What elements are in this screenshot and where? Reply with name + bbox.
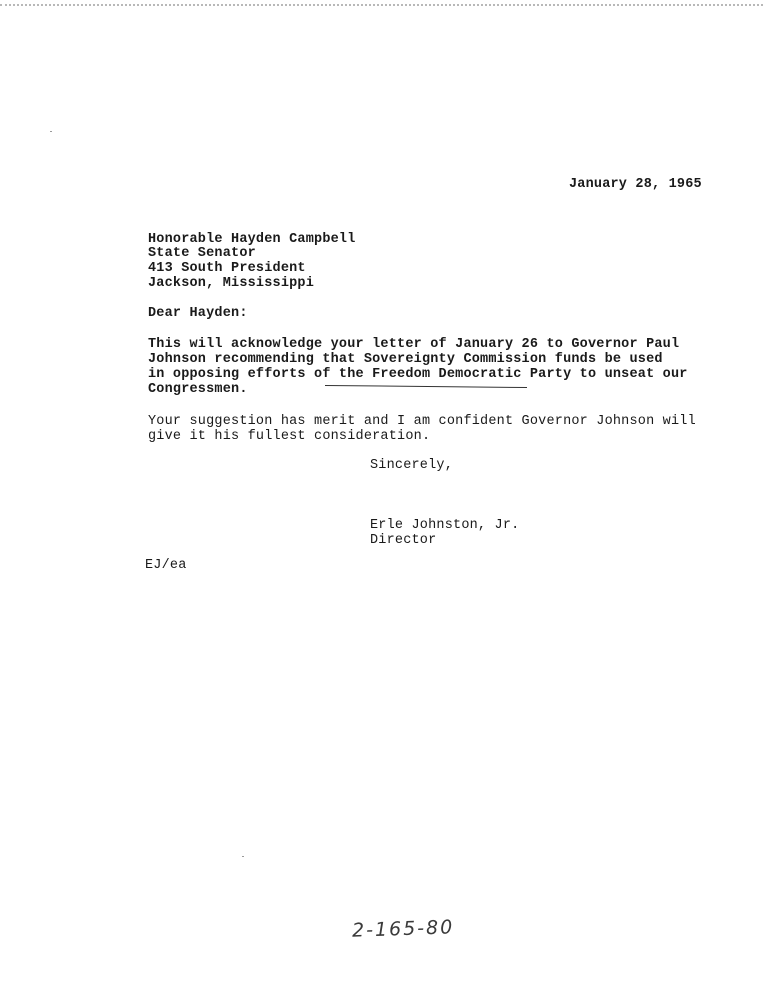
recipient-city: Jackson, Mississippi — [148, 276, 315, 291]
paragraph1-line4: Congressmen. — [148, 382, 248, 397]
signer-name: Erle Johnston, Jr. — [370, 518, 520, 533]
page-perforation — [0, 4, 763, 6]
paragraph2-line1: Your suggestion has merit and I am confident Governor Johnson will — [148, 414, 696, 429]
scan-speck — [242, 856, 244, 857]
recipient-street: 413 South President — [148, 261, 306, 276]
handwritten-underline — [325, 385, 527, 388]
recipient-name: Honorable Hayden Campbell — [148, 232, 356, 247]
recipient-title: State Senator — [148, 246, 256, 261]
closing: Sincerely, — [370, 458, 454, 473]
signer-title: Director — [370, 533, 437, 548]
scan-speck — [50, 131, 52, 132]
typist-initials: EJ/ea — [145, 558, 187, 573]
letter-date: January 28, 1965 — [569, 177, 702, 192]
paragraph2-line2: give it his fullest consideration. — [148, 429, 431, 444]
handwritten-file-number: 2-165-80 — [351, 916, 455, 942]
paragraph1-line3: in opposing efforts of the Freedom Democratic Party to unseat our — [148, 367, 688, 382]
salutation: Dear Hayden: — [148, 306, 248, 321]
paragraph1-line1: This will acknowledge your letter of January 26 to Governor Paul — [148, 337, 680, 352]
paragraph1-line2: Johnson recommending that Sovereignty Commission funds be used — [148, 352, 663, 367]
